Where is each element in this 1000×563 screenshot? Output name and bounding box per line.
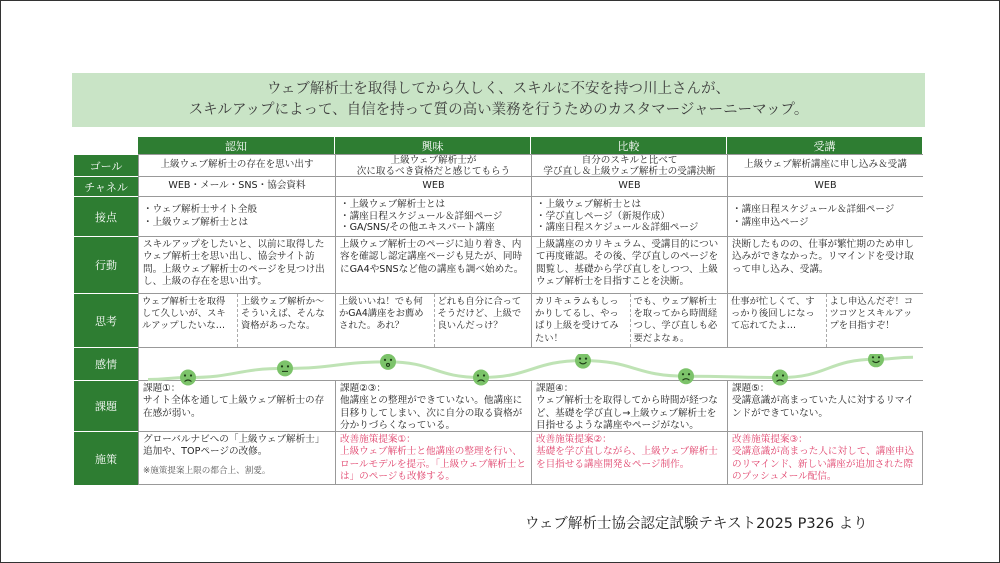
issue-cell: 課題②③： 他講座との整理ができていない。他講座に目移りしてしまい、次に自分の取る資格が分かりづらくなっている。 — [335, 380, 531, 431]
face-sad-icon — [473, 370, 489, 386]
face-sad-icon — [678, 368, 694, 384]
row-label-channel: チャネル — [74, 176, 138, 196]
thought-cell — [727, 293, 923, 347]
measure-cell — [138, 431, 335, 485]
stage-header-interest: 興味 — [335, 137, 531, 154]
thought-cell — [138, 293, 335, 347]
thought-bubble: よし申込んだぞ！コツコツとスキルアップを目指すぞ！ — [826, 294, 924, 347]
action-cell: スキルアップをしたいと、以前に取得したウェブ解析士を思い出し、協会サイト訪問。上級ウェブ解析士のページを見つけ出し、上級の存在を思い出す。 — [138, 236, 335, 293]
thought-bubble: でも、ウェブ解析士を取ってから時間経つし、学び直しも必要だよなぁ。 — [630, 294, 728, 347]
action-cell: 上級ウェブ解析士のページに辿り着き、内容を確認し認定講座ページも見たが、同時にGA4やSNSなど他の講座も調べ始めた。 — [335, 236, 531, 293]
emotion-curve — [138, 354, 923, 390]
row-label-emotion: 感情 — [74, 347, 138, 380]
emotion-line — [148, 357, 913, 379]
row-label-action: 行動 — [74, 236, 138, 293]
thought-cell — [531, 293, 727, 347]
measure-text: グローバルナビへの「上級ウェブ解析士」追加や、TOPページの改修。 — [143, 434, 325, 458]
table-corner — [74, 137, 138, 154]
goal-cell: 上級ウェブ解析講座に申し込み＆受講 — [727, 154, 923, 176]
face-sad-icon — [180, 370, 196, 386]
channel-cell: WEB・メール・SNS・協会資料 — [138, 176, 335, 196]
measure-cell: 改善施策提案③： 受講意識が高まった人に対して、講座申込のリマインド、新しい講座が追加された際のプッシュメール配信。 — [727, 431, 923, 485]
face-happy-icon — [575, 354, 591, 369]
journey-map-table — [74, 137, 923, 497]
issue-cell: 課題⑤： 受講意識が高まっていた人に対するリマインドができていない。 — [727, 380, 923, 431]
touchpoint-cell: ・講座日程スケジュール＆詳細ページ ・講座申込ページ — [727, 196, 923, 236]
stage-header-awareness: 認知 — [138, 137, 335, 154]
channel-cell: WEB — [531, 176, 727, 196]
thought-bubble: 上級いいね！でも何かGA4講座をお薦めされた。あれ？ — [339, 296, 424, 332]
goal-cell: 自分のスキルと比べて 学び直し＆上級ウェブ解析士の受講決断 — [531, 154, 727, 176]
stage-header-comparison: 比較 — [531, 137, 727, 154]
touchpoint-cell: ・上級ウェブ解析士とは ・講座日程スケジュール＆詳細ページ ・GA/SNS/その他エキスパート講座 — [335, 196, 531, 236]
thought-bubble: ウェブ解析士を取得して久しいが、スキルアップしたいな… — [142, 296, 226, 332]
touchpoint-cell: ・上級ウェブ解析士とは ・学び直しページ（新規作成） ・講座日程スケジュール＆詳細ページ — [531, 196, 727, 236]
row-label-thought: 思考 — [74, 293, 138, 347]
measure-note: ※施策提案上限の都合上、割愛。 — [143, 465, 271, 476]
channel-cell: WEB — [727, 176, 923, 196]
measure-cell: 改善施策提案①： 上級ウェブ解析士と他講座の整理を行い、ロールモデルを提示。「上級ウェブ解析士とは」のページも改修する。 — [335, 431, 531, 485]
row-label-goal: ゴール — [74, 154, 138, 176]
stage-header-enroll: 受講 — [727, 137, 923, 154]
thought-bubble: 上級ウェブ解析か〜そういえば、そんな資格があったな。 — [237, 294, 335, 347]
face-happy-icon — [868, 354, 884, 367]
measure-cell: 改善施策提案②： 基礎を学び直しながら、上級ウェブ解析士を目指せる講座開発＆ページ制作。 — [531, 431, 727, 485]
touchpoint-cell: ・ウェブ解析士サイト全般 ・上級ウェブ解析士とは — [138, 196, 335, 236]
thought-bubble: カリキュラムもしっかりしてるし、やっぱり上級を受けてみたい！ — [535, 296, 619, 344]
goal-cell: 上級ウェブ解析士の存在を思い出す — [138, 154, 335, 176]
face-surprised-icon — [380, 354, 396, 370]
banner-line-2: スキルアップによって、自信を持って質の高い業務を行うためのカスタマージャーニーマップ。 — [188, 102, 809, 118]
thought-bubble: どれも自分に合ってそうだけど、上級で良いんだっけ？ — [434, 294, 532, 347]
banner-line-1: ウェブ解析士を取得してから久しく、スキルに不安を持つ川上さんが、 — [267, 81, 730, 97]
face-sad-icon — [772, 370, 788, 386]
face-neutral-icon — [277, 360, 293, 376]
title-banner — [72, 73, 925, 127]
source-caption: ウェブ解析士協会認定試験テキスト2025 P326 より — [525, 516, 868, 532]
action-cell: 決断したものの、仕事が繁忙期のため申し込みができなかった。リマインドを受け取って申し込み、受講。 — [727, 236, 923, 293]
issue-cell: 課題①： サイト全体を通して上級ウェブ解析士の存在感が弱い。 — [138, 380, 335, 431]
thought-cell — [335, 293, 531, 347]
row-label-touchpoint: 接点 — [74, 196, 138, 236]
issue-cell: 課題④： ウェブ解析士を取得してから時間が経つなど、基礎を学び直し→上級ウェブ解析士を目指せるような講座やページがない。 — [531, 380, 727, 431]
row-label-issue: 課題 — [74, 380, 138, 431]
row-label-measure: 施策 — [74, 431, 138, 485]
action-cell: 上級講座のカリキュラム、受講目的について再度確認。その後、学び直しのページを閲覧し、基礎から学び直しをしつつ、上級ウェブ解析士を目指すことを決断。 — [531, 236, 727, 293]
thought-bubble: 仕事が忙しくて、すっかり後回しになって忘れてたよ… — [731, 296, 815, 332]
goal-cell: 上級ウェブ解析士が 次に取るべき資格だと感じてもらう — [335, 154, 531, 176]
channel-cell: WEB — [335, 176, 531, 196]
